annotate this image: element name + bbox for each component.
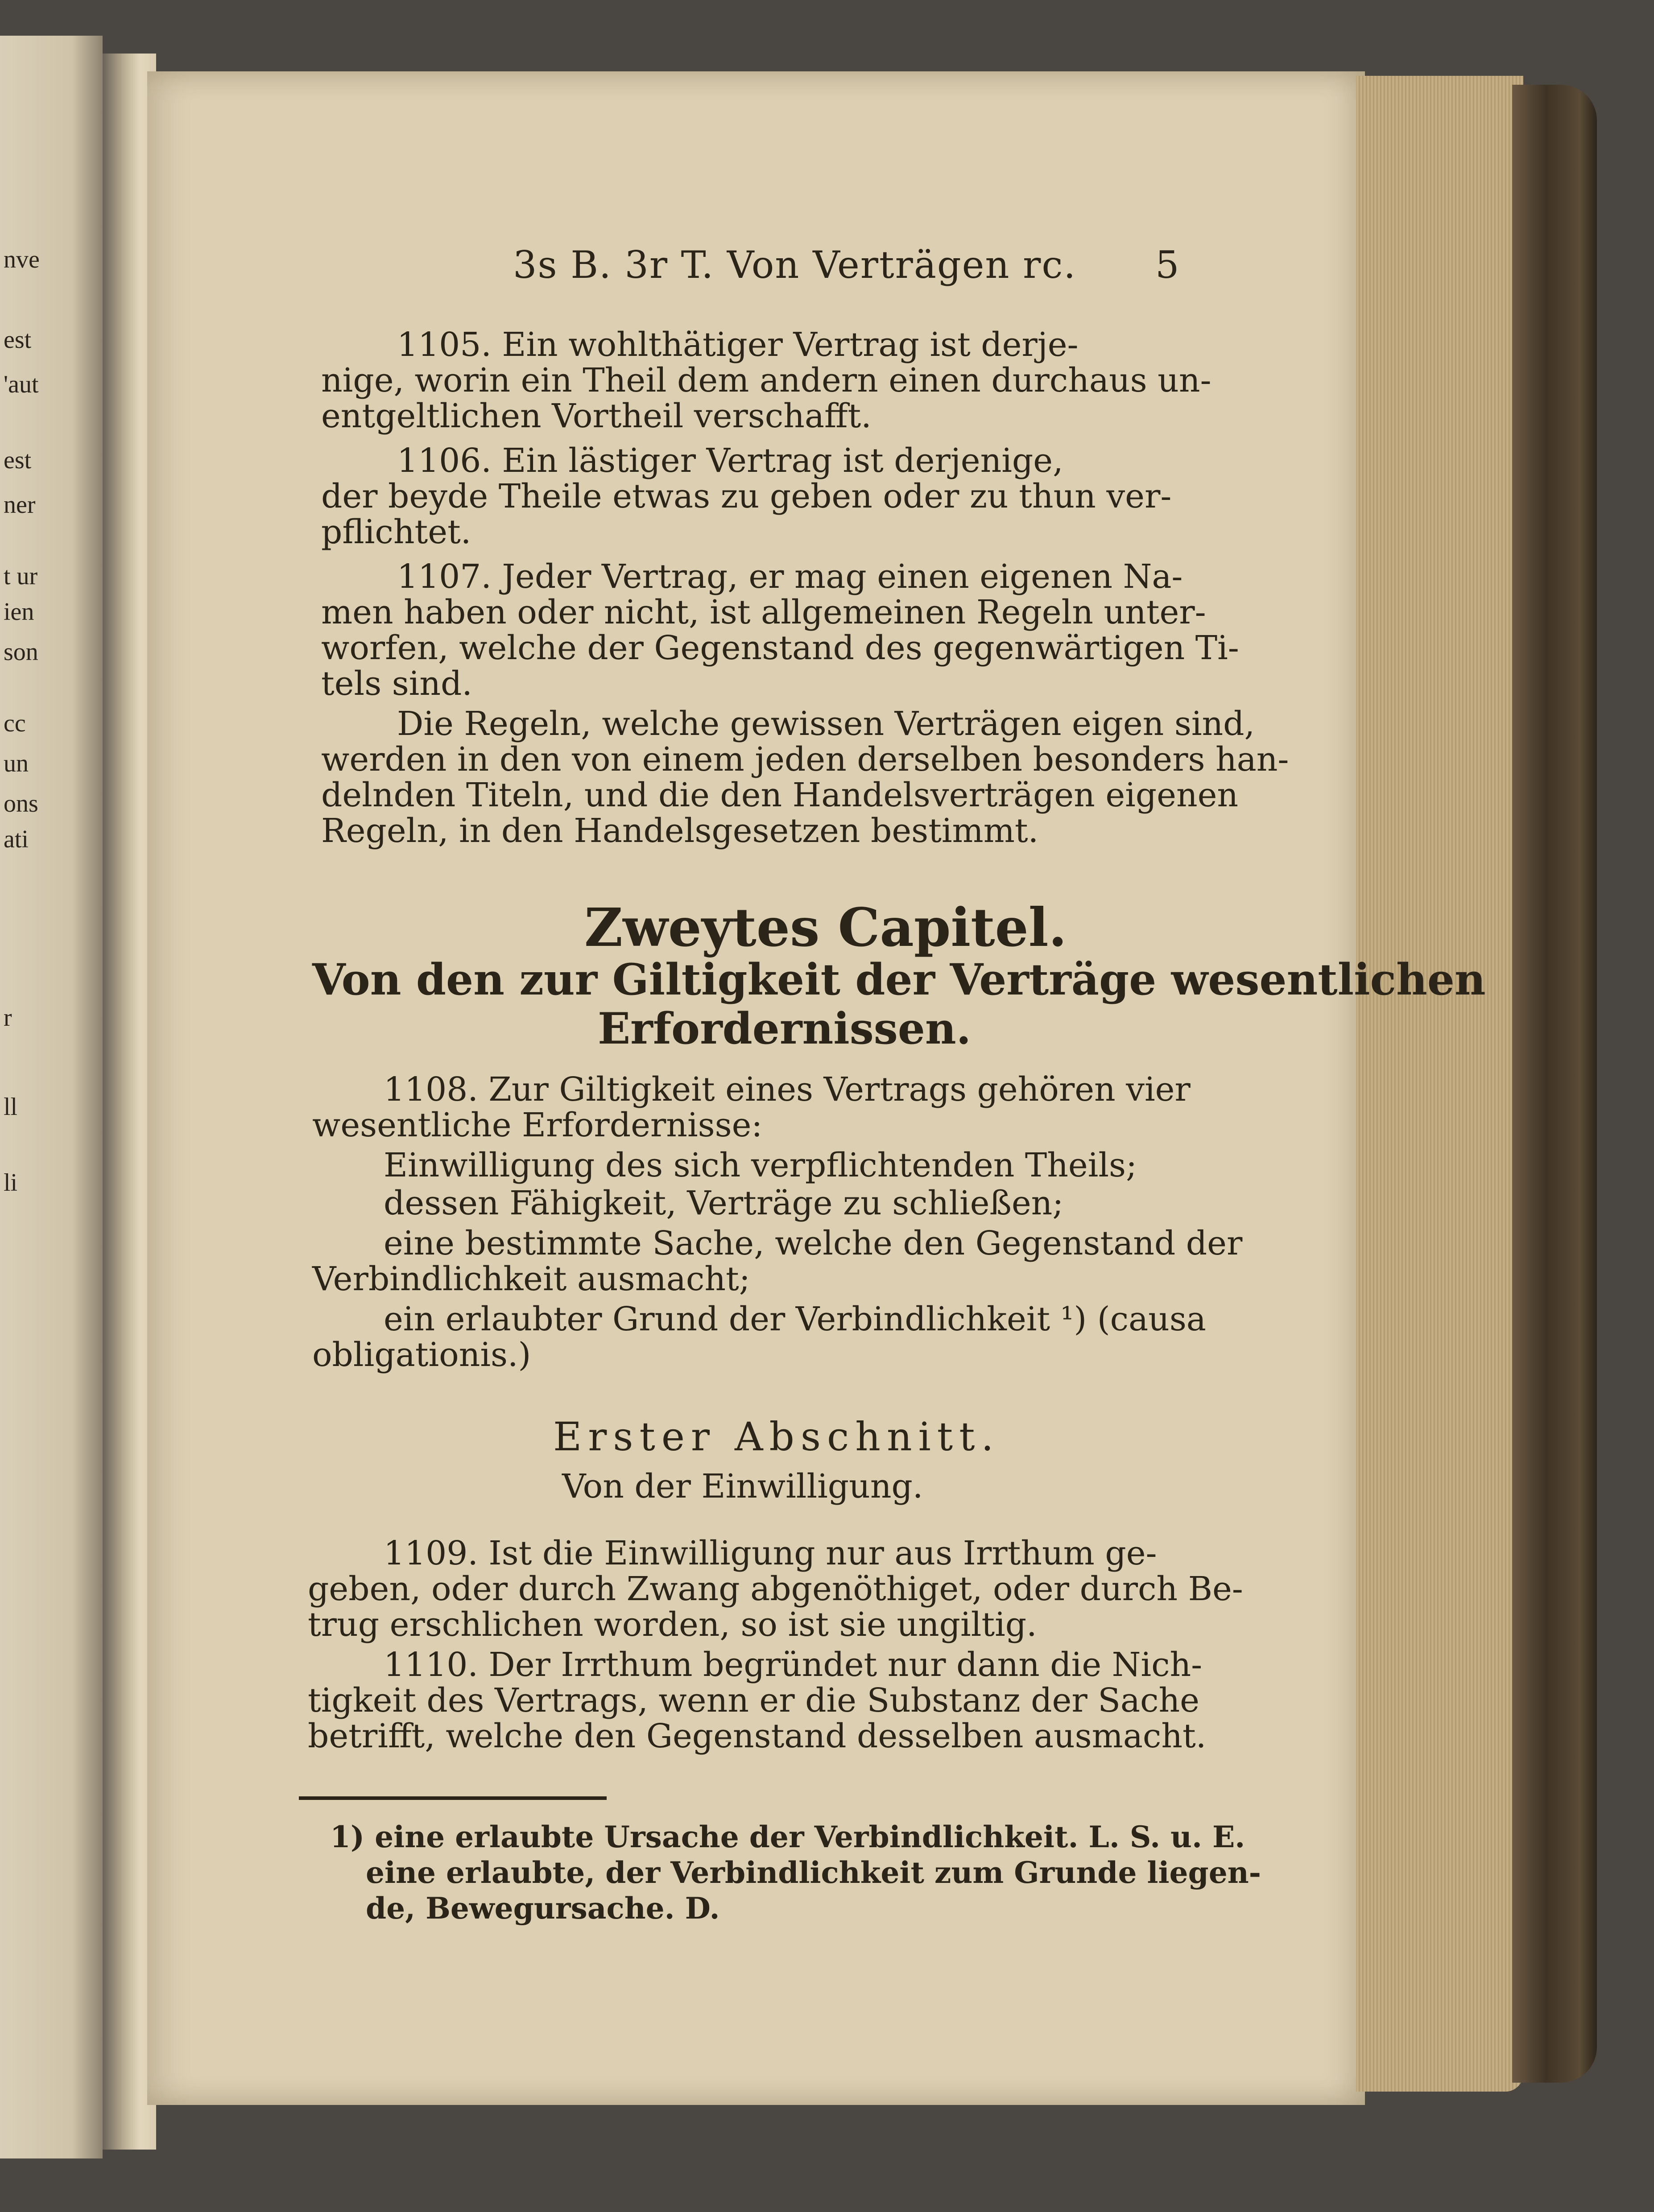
- left-fragment: ons: [4, 790, 38, 817]
- left-fragment: ner: [4, 491, 36, 519]
- left-fragment: li: [4, 1169, 18, 1197]
- footnote-rule: [299, 1796, 607, 1800]
- left-page-fragment: [0, 36, 103, 2158]
- left-fragment: ll: [4, 1093, 18, 1121]
- paragraph-line: delnden Titeln, und die den Handelsverträgen eigenen: [321, 776, 1239, 814]
- paragraph-line: 1110. Der Irrthum begründet nur dann die Nich-: [384, 1646, 1203, 1684]
- left-fragment: nve: [4, 246, 40, 273]
- running-title: 3s B. 3r T. Von Verträgen rc.: [513, 243, 1077, 287]
- paragraph-line: eine bestimmte Sache, welche den Gegenstand der: [384, 1224, 1243, 1263]
- left-fragment: est: [4, 446, 32, 474]
- paragraph-line: Verbindlichkeit ausmacht;: [312, 1260, 750, 1298]
- paragraph-line: pflichtet.: [321, 513, 471, 551]
- left-fragment: 'aut: [4, 371, 39, 398]
- left-fragment: un: [4, 750, 29, 777]
- paragraph-line: Einwilligung des sich verpflichtenden Theils;: [384, 1146, 1137, 1184]
- left-fragment: son: [4, 638, 38, 666]
- left-fragment: ati: [4, 825, 29, 853]
- section-subtitle: Von der Einwilligung.: [562, 1467, 923, 1506]
- left-fragment: r: [4, 1004, 12, 1032]
- footnote-line: 1) eine erlaubte Ursache der Verbindlichkeit. L. S. u. E.: [330, 1820, 1245, 1854]
- book-spine: [1512, 85, 1597, 2083]
- paragraph-line: trug erschlichen worden, so ist sie ungiltig.: [308, 1605, 1037, 1644]
- paragraph-line: betrifft, welche den Gegenstand desselben ausmacht.: [308, 1717, 1207, 1755]
- paragraph-line: tels sind.: [321, 664, 472, 703]
- paragraph-line: dessen Fähigkeit, Verträge zu schließen;: [384, 1184, 1064, 1222]
- paragraph-line: 1105. Ein wohlthätiger Vertrag ist derje-: [397, 326, 1079, 364]
- paragraph-line: wesentliche Erfordernisse:: [312, 1106, 763, 1144]
- left-fragment: cc: [4, 710, 26, 737]
- paragraph-line: 1106. Ein lästiger Vertrag ist derjenige,: [397, 442, 1063, 480]
- footnote-line: de, Bewegursache. D.: [366, 1891, 720, 1926]
- page-number: 5: [1155, 243, 1180, 287]
- paragraph-line: entgeltlichen Vortheil verschafft.: [321, 397, 872, 435]
- paragraph-line: 1109. Ist die Einwilligung nur aus Irrthum ge-: [384, 1534, 1157, 1572]
- page-edges: [1356, 76, 1523, 2092]
- paragraph-line: obligationis.): [312, 1336, 531, 1374]
- left-fragment: t ur: [4, 562, 38, 590]
- paragraph-line: men haben oder nicht, ist allgemeinen Regeln unter-: [321, 593, 1206, 631]
- paragraph-line: Die Regeln, welche gewissen Verträgen eigen sind,: [397, 705, 1255, 743]
- section-title: Erster Abschnitt.: [553, 1414, 1000, 1460]
- left-fragment: ien: [4, 598, 34, 626]
- paragraph-line: ein erlaubter Grund der Verbindlichkeit ¹) (causa: [384, 1300, 1206, 1338]
- paragraph-line: tigkeit des Vertrags, wenn er die Substanz der Sache: [308, 1681, 1199, 1720]
- chapter-title: Zweytes Capitel.: [584, 896, 1067, 958]
- paragraph-line: nige, worin ein Theil dem andern einen durchaus un-: [321, 361, 1212, 400]
- paragraph-line: 1107. Jeder Vertrag, er mag einen eigenen Na-: [397, 557, 1183, 596]
- paragraph-line: der beyde Theile etwas zu geben oder zu thun ver-: [321, 477, 1172, 516]
- left-fragment: est: [4, 326, 32, 354]
- paragraph-line: geben, oder durch Zwang abgenöthiget, oder durch Be-: [308, 1570, 1243, 1608]
- chapter-subtitle: Von den zur Giltigkeit der Verträge wesentlichen: [312, 954, 1486, 1005]
- chapter-subtitle: Erfordernissen.: [598, 1003, 972, 1054]
- paragraph-line: worfen, welche der Gegenstand des gegenwärtigen Ti-: [321, 629, 1239, 667]
- paragraph-line: werden in den von einem jeden derselben besonders han-: [321, 740, 1289, 779]
- footnote-line: eine erlaubte, der Verbindlichkeit zum Grunde liegen-: [366, 1855, 1261, 1890]
- paragraph-line: 1108. Zur Giltigkeit eines Vertrags gehören vier: [384, 1070, 1191, 1109]
- paragraph-line: Regeln, in den Handelsgesetzen bestimmt.: [321, 812, 1039, 850]
